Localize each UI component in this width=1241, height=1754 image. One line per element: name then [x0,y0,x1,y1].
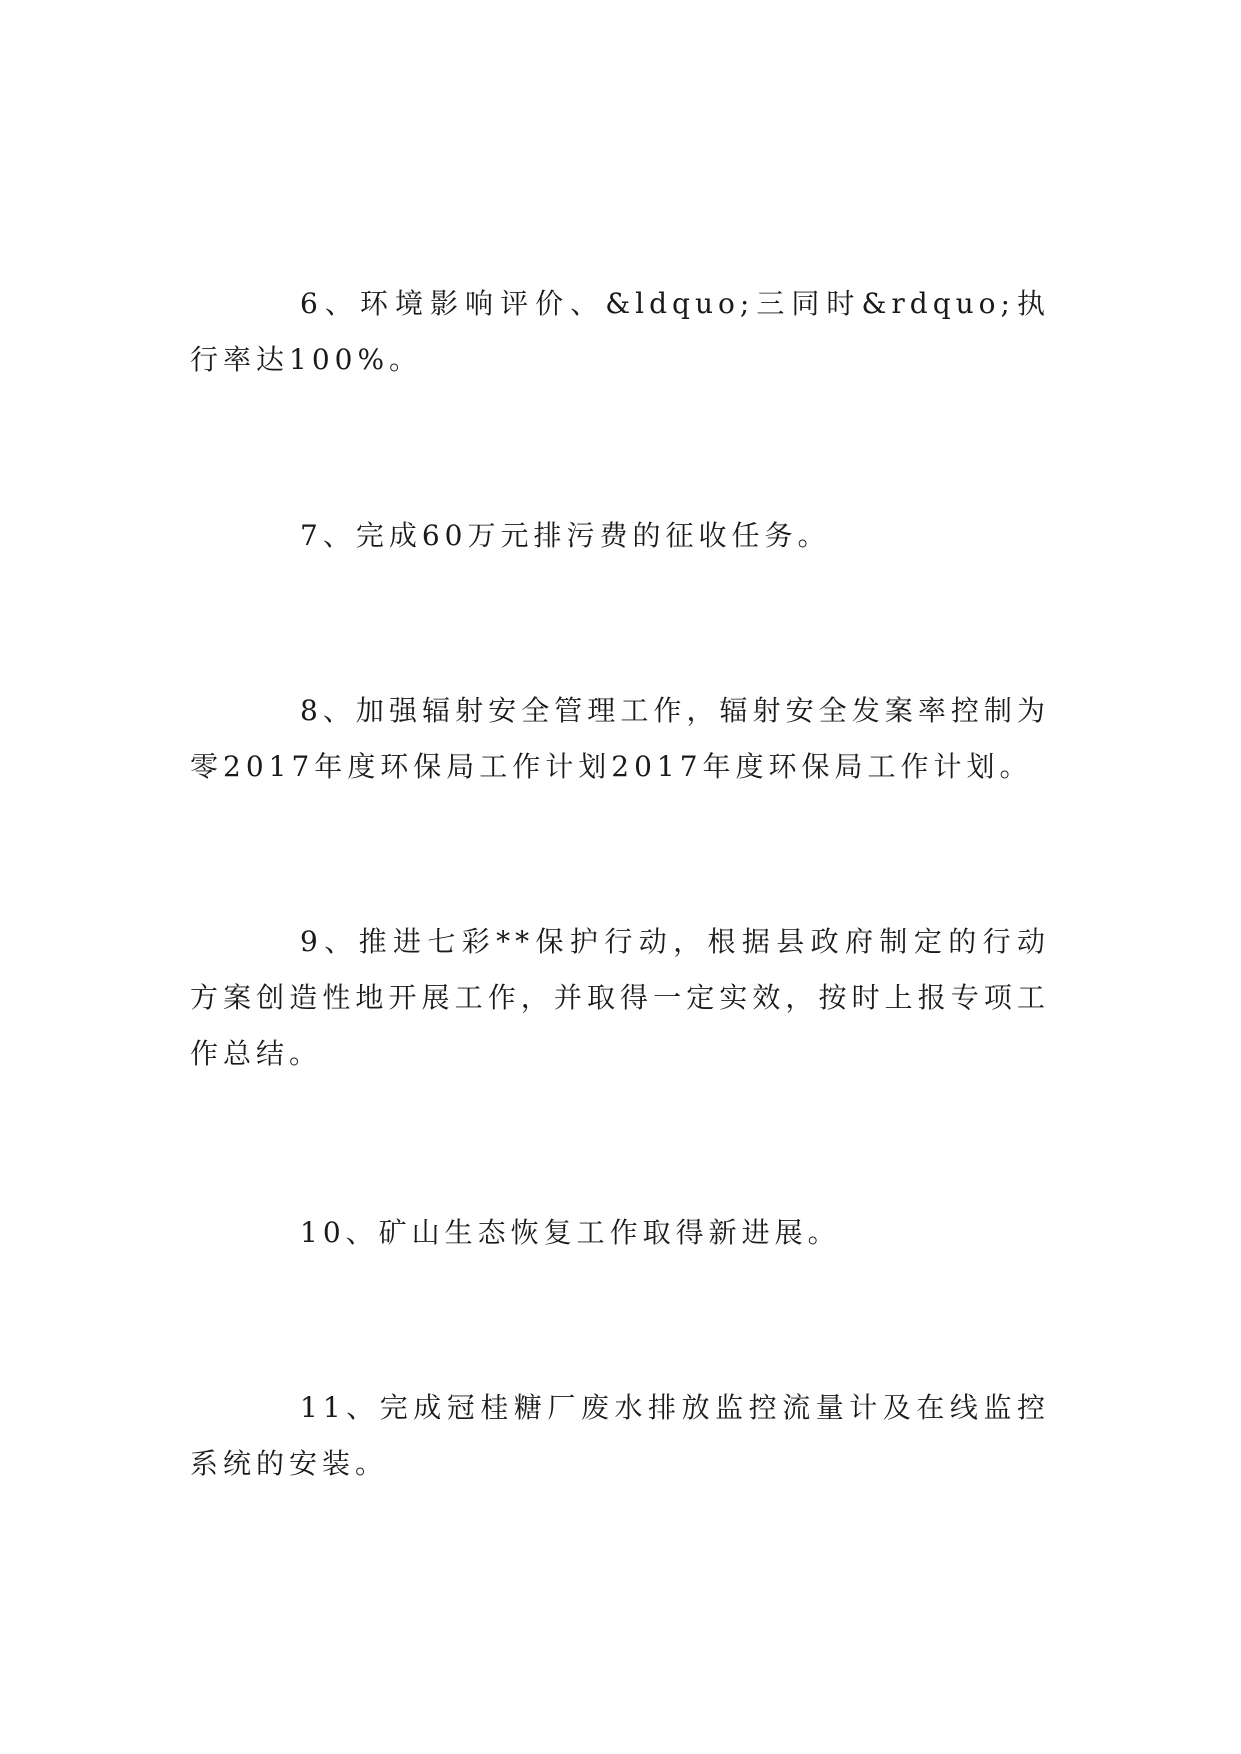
paragraph-item-8: 8、加强辐射安全管理工作，辐射安全发案率控制为零2017年度环保局工作计划2017年度环保局工作计划。 [190,694,1050,783]
paragraph-item-6: 6、环境影响评价、&ldquo;三同时&rdquo;执行率达100%。 [190,287,1050,376]
paragraph-item-9: 9、推进七彩**保护行动，根据县政府制定的行动方案创造性地开展工作，并取得一定实效，按时上报专项工作总结。 [190,925,1050,1070]
paragraph-item-10: 10、矿山生态恢复工作取得新进展。 [300,1216,841,1249]
paragraph-item-11: 11、完成冠桂糖厂废水排放监控流量计及在线监控系统的安装。 [190,1391,1050,1480]
paragraph-item-7: 7、完成60万元排污费的征收任务。 [300,519,831,552]
